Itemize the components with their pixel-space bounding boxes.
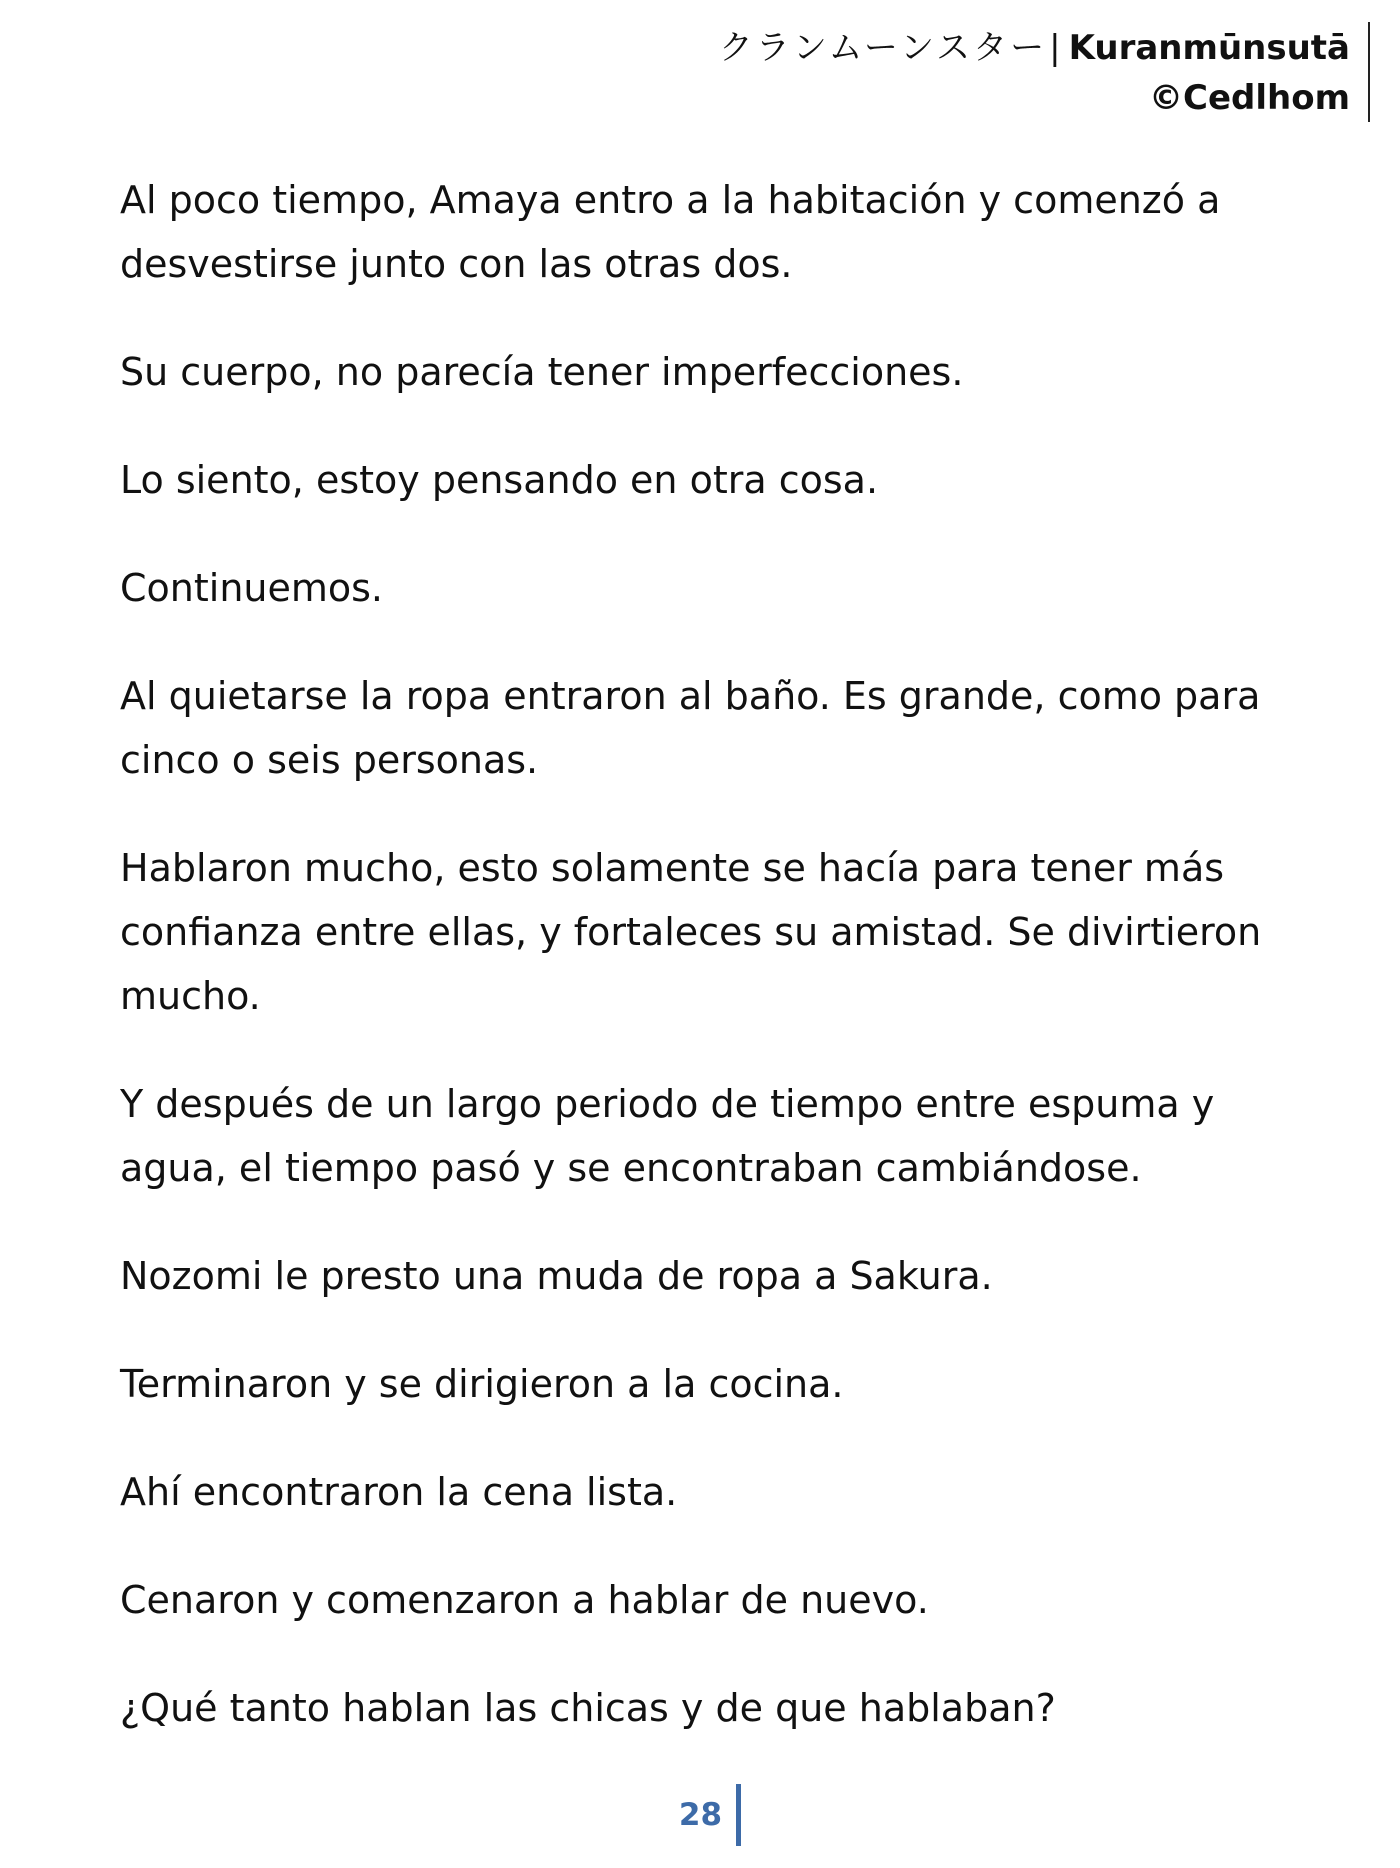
- paragraph-8: Nozomi le presto una muda de ropa a Sakura.: [120, 1254, 993, 1298]
- paragraph-5: Al quietarse la ropa entraron al baño. Es grande, como para cinco o seis personas.: [120, 674, 1261, 782]
- paragraph-10: Ahí encontraron la cena lista.: [120, 1470, 678, 1514]
- paragraph-1: Al poco tiempo, Amaya entro a la habitación y comenzó a desvestirse junto con las otras dos.: [120, 178, 1221, 286]
- body-text: [120, 168, 1300, 1784]
- page-number: 28: [679, 1784, 741, 1846]
- paragraph-4: Continuemos.: [120, 566, 384, 610]
- header-separator: |: [1049, 28, 1061, 68]
- page-footer: [0, 1784, 1400, 1854]
- header-romanized-title: Kuranmūnsutā: [1068, 28, 1350, 68]
- paragraph-6: Hablaron mucho, esto solamente se hacía para tener más confianza entre ellas, y fortaleces su amistad. Se divirtieron mucho.: [120, 846, 1262, 1018]
- paragraph-7: Y después de un largo periodo de tiempo entre espuma y agua, el tiempo pasó y se encontraban cambiándose.: [120, 1082, 1215, 1190]
- page-header: [719, 22, 1370, 122]
- paragraph-2: Su cuerpo, no parecía tener imperfecciones.: [120, 350, 964, 394]
- header-japanese-title: クランムーンスター: [718, 28, 1048, 68]
- paragraph-11: Cenaron y comenzaron a hablar de nuevo.: [120, 1578, 929, 1622]
- paragraph-12: ¿Qué tanto hablan las chicas y de que hablaban?: [120, 1686, 1056, 1730]
- header-title-line: [719, 22, 1350, 74]
- header-copyright: ©Cedlhom: [1149, 78, 1350, 118]
- paragraph-3: Lo siento, estoy pensando en otra cosa.: [120, 458, 879, 502]
- paragraph-9: Terminaron y se dirigieron a la cocina.: [120, 1362, 844, 1406]
